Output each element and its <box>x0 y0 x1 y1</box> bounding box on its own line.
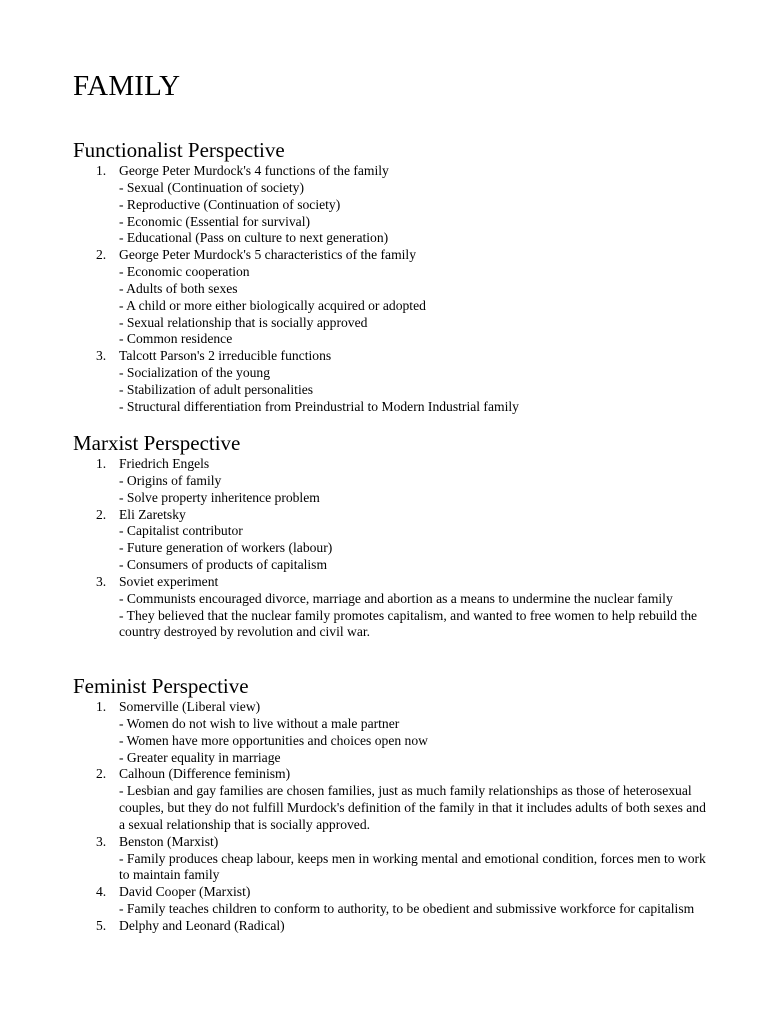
sub-point: - Stabilization of adult personalities <box>119 381 314 397</box>
sub-point: - Economic cooperation <box>119 264 250 280</box>
sub-point: - They believed that the nuclear family promotes capitalism, and wanted to free women to help rebuild the country destroyed by revolution and civil war. <box>119 607 698 640</box>
section-heading: Marxist Perspective <box>73 431 241 455</box>
list-item <box>73 918 713 935</box>
list-item <box>73 456 713 507</box>
sub-point: - Communists encouraged divorce, marriage and abortion as a means to undermine the nuclear family <box>119 590 673 606</box>
sub-point: - Reproductive (Continuation of society) <box>119 196 341 212</box>
section-items <box>73 699 713 935</box>
list-item <box>73 507 713 574</box>
sub-point: - Structural differentiation from Preindustrial to Modern Industrial family <box>119 398 519 414</box>
item-number: 2. <box>96 247 107 263</box>
section-items <box>73 163 713 416</box>
item-title: Eli Zaretsky <box>119 506 186 522</box>
sub-point: - Lesbian and gay families are chosen families, just as much family relationships as those of heterosexual couples, but they do not fulfill Murdock's definition of the family in that it includes adults of both sexes and a sexual relationship that is socially approved. <box>119 783 706 832</box>
sub-point: - Common residence <box>119 331 233 347</box>
list-item <box>73 163 713 247</box>
sub-point: - Women have more opportunities and choices open now <box>119 732 428 748</box>
item-title: Benston (Marxist) <box>119 833 219 849</box>
section-functionalist-perspective <box>73 137 713 416</box>
item-title: Friedrich Engels <box>119 456 210 471</box>
item-title: Delphy and Leonard (Radical) <box>119 917 285 933</box>
section-feminist-perspective <box>73 673 713 935</box>
sub-point: - Adults of both sexes <box>119 280 238 296</box>
sub-points <box>119 180 713 247</box>
item-number: 2. <box>96 766 107 782</box>
item-number: 3. <box>96 348 107 364</box>
list-item <box>73 834 713 885</box>
section-marxist-perspective <box>73 430 713 641</box>
list-item <box>73 884 713 918</box>
sub-point: - A child or more either biologically acquired or adopted <box>119 297 426 313</box>
sub-point: - Origins of family <box>119 472 222 488</box>
sub-point: - Capitalist contributor <box>119 523 243 539</box>
item-number: 3. <box>96 573 107 589</box>
sub-point: - Family teaches children to conform to authority, to be obedient and submissive workforce for capitalism <box>119 901 695 917</box>
item-title: Soviet experiment <box>119 573 219 589</box>
sub-point: - Sexual relationship that is socially approved <box>119 314 368 330</box>
list-item <box>73 699 713 766</box>
sub-points <box>119 473 713 507</box>
item-title: George Peter Murdock's 5 characteristics of the family <box>119 247 417 263</box>
item-title: Calhoun (Difference feminism) <box>119 766 291 782</box>
sub-point: - Greater equality in marriage <box>119 749 281 765</box>
item-number: 3. <box>96 833 107 849</box>
sub-point: - Women do not wish to live without a male partner <box>119 715 400 731</box>
list-item <box>73 766 713 833</box>
sub-point: - Future generation of workers (labour) <box>119 540 333 556</box>
sub-points <box>119 901 713 918</box>
list-item <box>73 574 713 641</box>
sub-point: - Family produces cheap labour, keeps men in working mental and emotional condition, forces men to work to maintain family <box>119 850 706 883</box>
sub-points <box>119 523 713 574</box>
list-item <box>73 247 713 348</box>
item-title: David Cooper (Marxist) <box>119 884 251 900</box>
item-title: Talcott Parson's 2 irreducible functions <box>119 348 332 364</box>
sub-point: - Educational (Pass on culture to next generation) <box>119 230 389 246</box>
item-number: 1. <box>96 163 107 178</box>
sub-points <box>119 591 713 642</box>
sub-point: - Solve property inheritence problem <box>119 489 320 505</box>
item-title: George Peter Murdock's 4 functions of the family <box>119 163 389 178</box>
document-title: FAMILY <box>73 70 181 102</box>
section-heading: Functionalist Perspective <box>73 138 285 162</box>
sub-point: - Sexual (Continuation of society) <box>119 179 304 195</box>
item-number: 1. <box>96 699 107 714</box>
section-items <box>73 456 713 641</box>
sub-points <box>119 851 713 885</box>
sub-point: - Economic (Essential for survival) <box>119 213 311 229</box>
sub-points <box>119 365 713 416</box>
sub-points <box>119 264 713 348</box>
sub-points <box>119 783 713 834</box>
item-number: 4. <box>96 884 107 900</box>
item-number: 5. <box>96 917 107 933</box>
item-title: Somerville (Liberal view) <box>119 699 261 714</box>
sub-point: - Consumers of products of capitalism <box>119 557 328 573</box>
section-heading: Feminist Perspective <box>73 674 249 698</box>
item-number: 2. <box>96 506 107 522</box>
sub-points <box>119 716 713 767</box>
item-number: 1. <box>96 456 107 471</box>
list-item <box>73 348 713 415</box>
sub-point: - Socialization of the young <box>119 365 271 381</box>
